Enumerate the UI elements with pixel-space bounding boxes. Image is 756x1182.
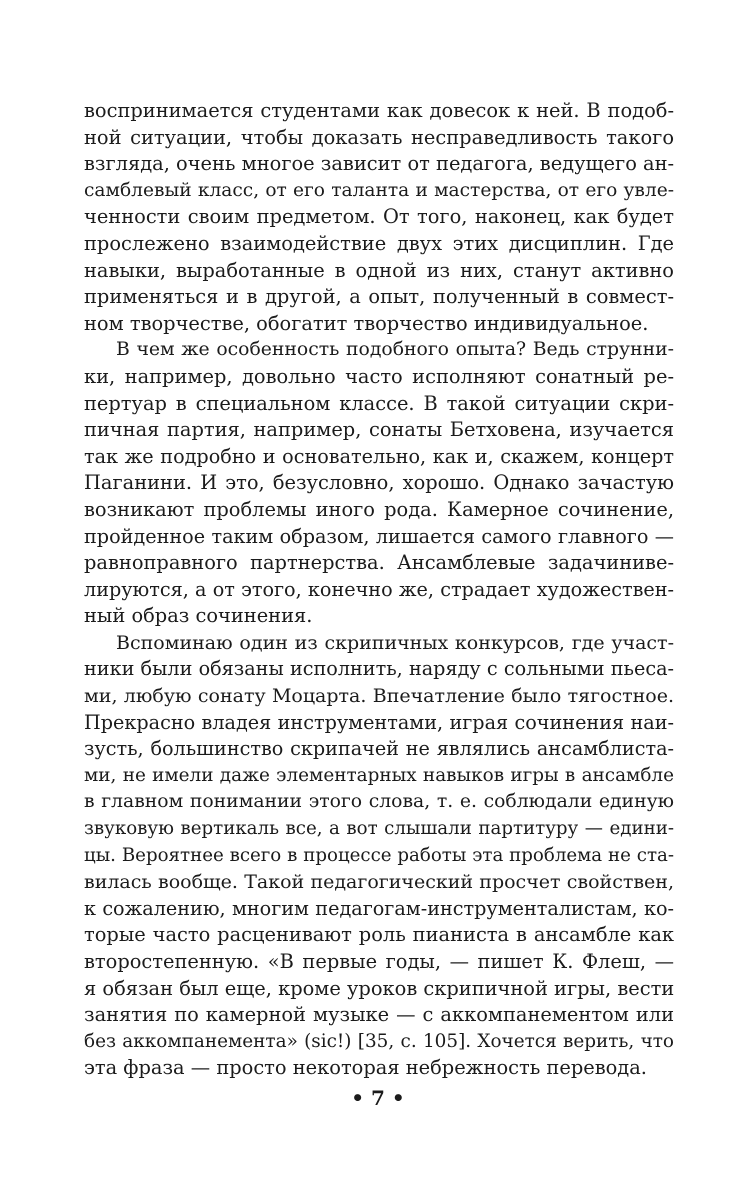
text-line: возникают проблемы иного рода. Камерное сочинение, [84,497,674,521]
text-line: ном творчестве, обогатит творчество индивидуальное. [84,311,649,335]
text-line: ченности своим предметом. От того, наконец, как будет [84,205,674,229]
text-line: взгляда, очень многое зависит от педагога, ведущего ан- [84,152,675,176]
text-line: звуковую вертикаль все, а вот слышали партитуру — едини- [84,818,674,840]
paragraph-3 [84,630,674,1082]
text-line: вилась вообще. Такой педагогический просчет свойствен, [84,871,674,894]
text-line: самблевый класс, от его таланта и мастерства, от его увле- [84,179,674,201]
page-body [84,98,674,1082]
text-line: пертуар в специальном классе. В такой ситуации скри- [84,391,674,415]
paragraph-2 [84,337,674,630]
text-line: воспринимается студентами как довесок к ней. В подоб- [84,99,674,122]
text-line: ный образ сочинения. [84,604,313,628]
text-line: равноправного партнерства. Ансамблевые задачиниве- [84,551,674,575]
text-line: занятия по камерной музыке — с аккомпанементом или [84,1003,674,1027]
text-line: ной ситуации, чтобы доказать несправедливость такого [84,125,674,149]
text-line: применяться и в другой, а опыт, полученный в совмест- [84,285,674,309]
text-line: ми, не имели даже элементарных навыков игры в ансамбле [84,764,674,786]
text-line: Прекрасно владея инструментами, играя сочинения наи- [84,710,674,734]
paragraph-1 [84,98,674,337]
text-line: зусть, большинство скрипачей не являлись ансамблиста- [84,737,674,761]
text-line: лируются, а от этого, конечно же, страдает художествен- [84,577,674,601]
text-line: ми, любую сонату Моцарта. Впечатление было тягостное. [84,685,674,708]
page-number: • 7 • [351,1086,405,1110]
text-line: пройденное таким образом, лишается самого главного — [84,524,674,548]
text-line: ники были обязаны исполнить, наряду с сольными пьеса- [84,657,674,681]
text-line: цы. Вероятнее всего в процессе работы эта проблема не ста- [84,844,674,866]
text-line: прослежено взаимодействие двух этих дисциплин. Где [84,231,674,255]
text-line: так же подробно и основательно, как и, скажем, концерт [84,444,674,468]
text-line: я обязан был еще, кроме уроков скрипичной игры, вести [84,976,675,1000]
text-line: эта фраза — просто некоторая небрежность перевода. [84,1056,647,1080]
text-line: торые часто расценивают роль пианиста в ансамбле как [84,923,674,947]
text-line: в главном понимании этого слова, т. е. соблюдали единую [84,791,674,813]
text-line: Паганини. И это, безусловно, хорошо. Однако зачастую [84,471,674,495]
text-line: к сожалению, многим педагогам-инструменталистам, ко- [84,896,674,920]
text-line: ки, например, довольно часто исполняют сонатный ре- [84,364,674,388]
text-line: Вспоминаю один из скрипичных конкурсов, где участ- [116,631,674,654]
text-line: пичная партия, например, сонаты Бетховена, изучается [84,418,674,442]
text-line: без аккомпанемента» (sic!) [35, с. 105]. Хочется верить, что [84,1030,674,1052]
text-line: навыки, выработанные в одной из них, станут активно [84,258,674,282]
text-line: второстепенную. «В первые годы, — пишет К. Флеш, — [84,950,674,973]
text-line: В чем же особенность подобного опыта? Ведь струнни- [116,339,674,361]
